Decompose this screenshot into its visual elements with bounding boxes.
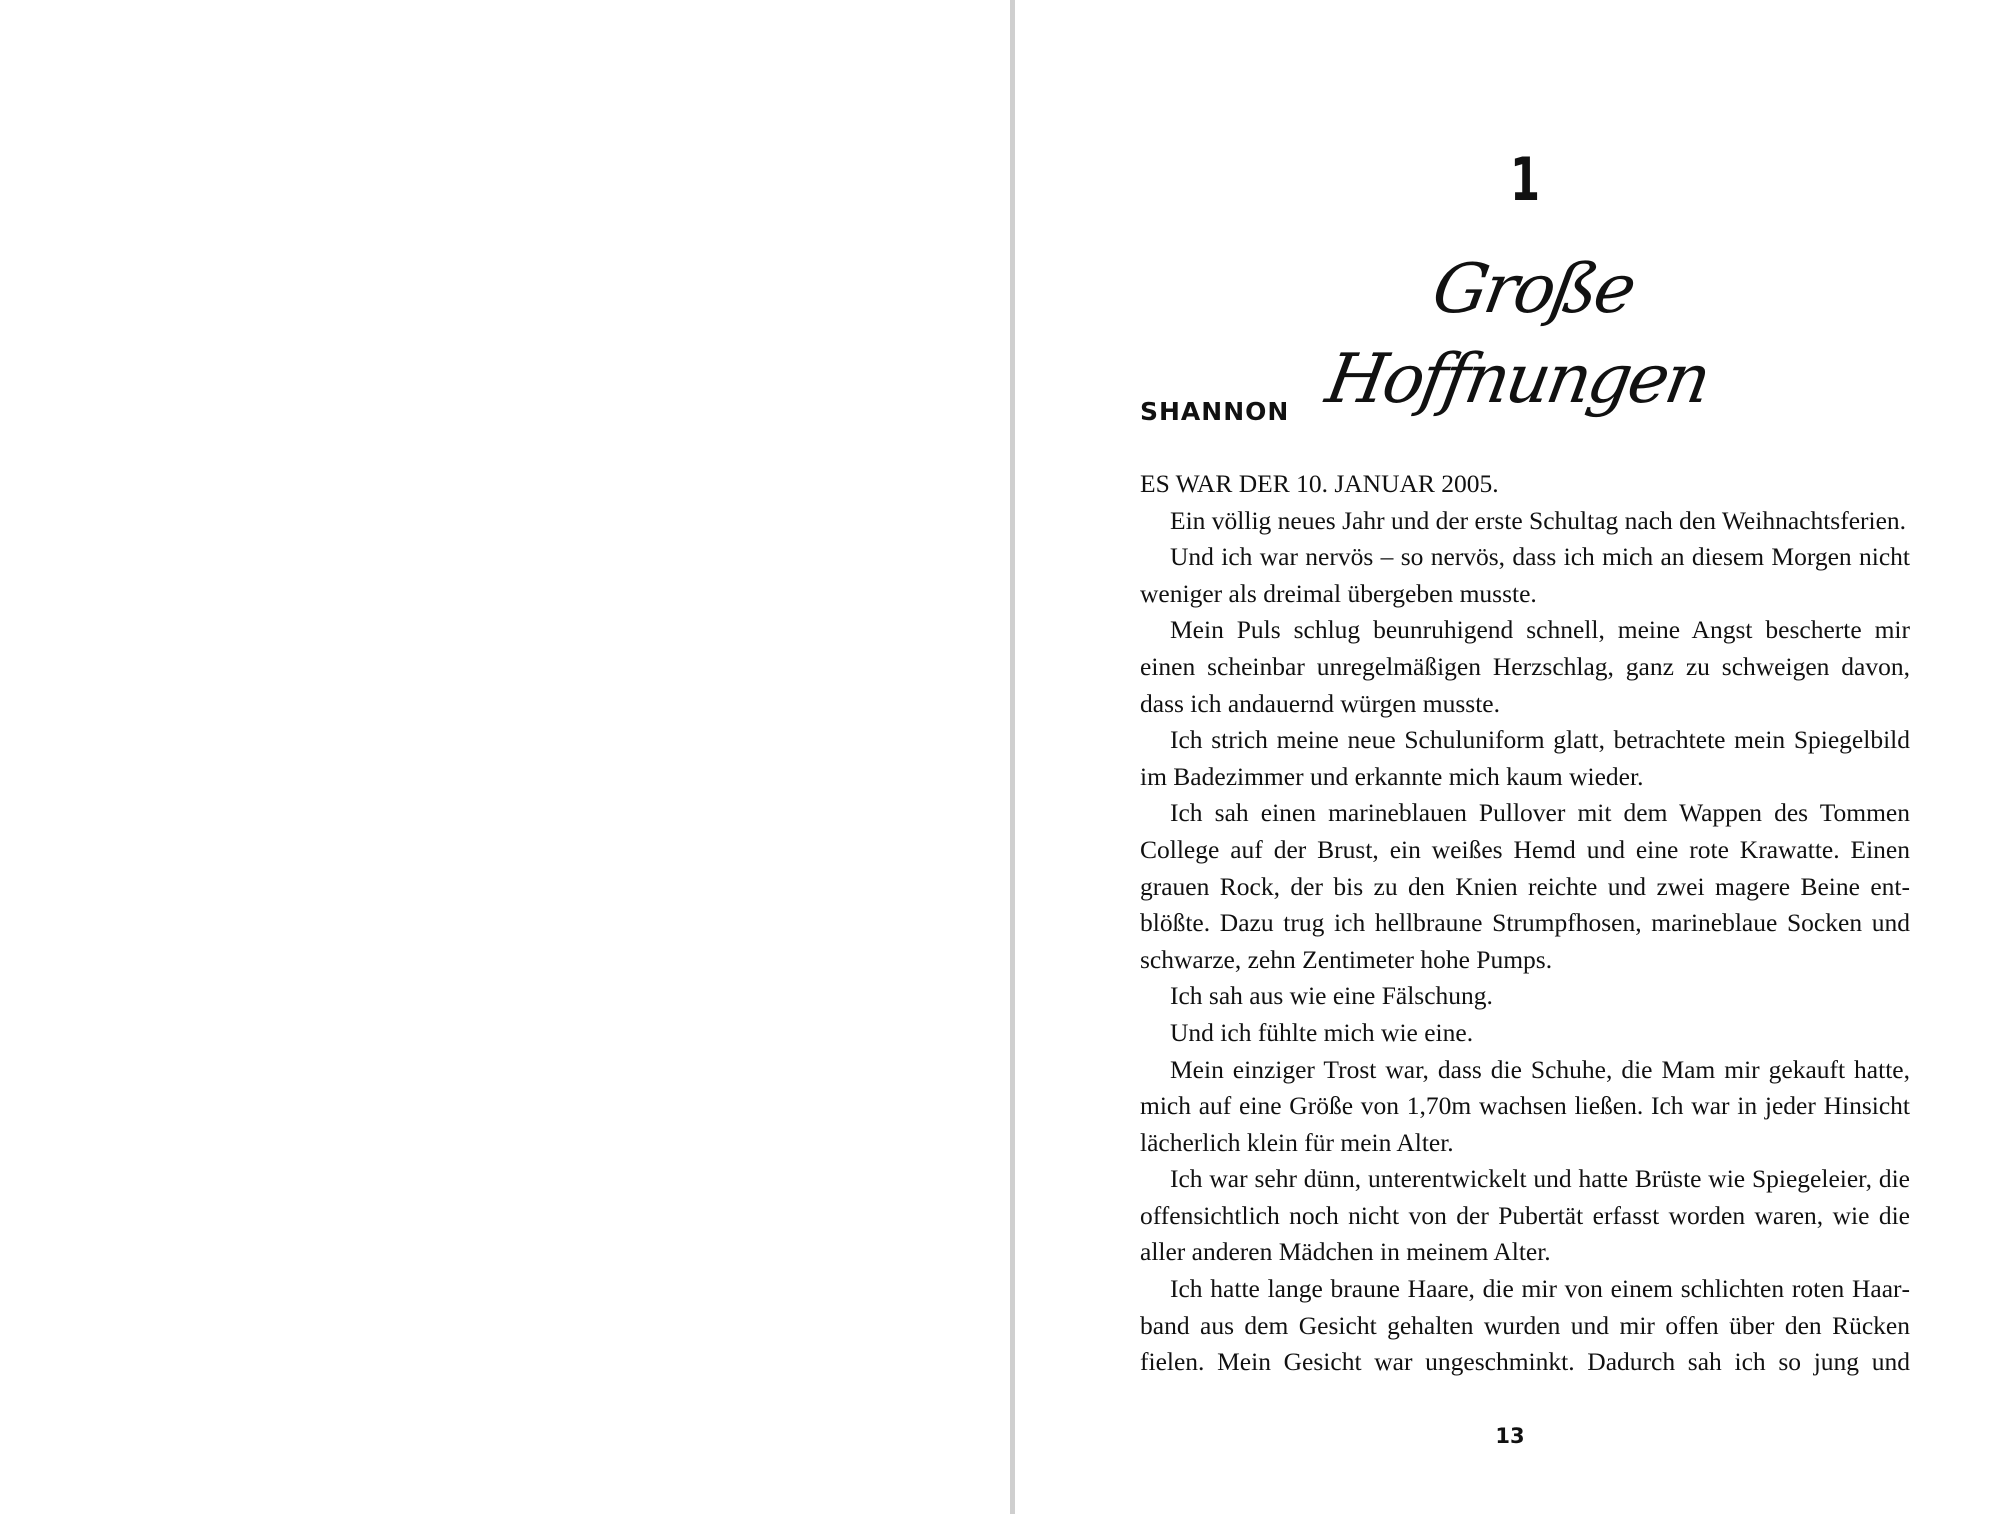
paragraph: ES WAR DER 10. JANUAR 2005.	[1140, 469, 1499, 498]
chapter-number: 1	[1509, 145, 1541, 215]
paragraph: Ich war sehr dünn, unterentwickelt und hatte Brüste wie Spiegeleier, die offensichtlich noch nicht von der Pubertät erfasst worden waren, wie die aller anderen Mädchen in meinem Alter.	[1140, 1164, 1910, 1267]
paragraph: Ich sah aus wie eine Fälschung.	[1170, 981, 1493, 1011]
paragraph: Ich strich meine neue Schuluniform glatt, betrachtete mein Spiegelbild im Badezimmer und erkannte mich kaum wieder.	[1140, 725, 1910, 791]
paragraph: Ich sah einen marineblauen Pullover mit dem Wappen des Tommen College auf der Brust, ein weißes Hemd und eine rote Krawatte. Einen grauen Rock, der bis zu den Knien reichte und zwei magere Beine entblößte. Dazu trug ich hellbraune Strumpfhosen, marineblaue Socken und schwarze, zehn Zentimeter hohe Pumps.	[1140, 798, 1910, 974]
pov-character-label: SHANNON	[1140, 397, 1290, 426]
paragraph: Ich hatte lange braune Haare, die mir von einem schlichten roten Haarband aus dem Gesicht gehalten wurden und mir offen über den Rücken fielen. Mein Gesicht war ungeschminkt. Dadurch sah ich so jung und	[1140, 1274, 1910, 1377]
paragraph: Ein völlig neues Jahr und der erste Schultag nach den Weihnachtsferien.	[1170, 505, 1907, 535]
paragraph: Und ich war nervös – so nervös, dass ich mich an diesem Morgen nicht weniger als dreimal übergeben musste.	[1140, 542, 1910, 608]
chapter-title: Große Hoffnungen	[1320, 250, 1714, 419]
chapter-body-text	[1140, 466, 1910, 1381]
paragraph: Mein Puls schlug beunruhigend schnell, meine Angst bescherte mir einen scheinbar unregelmäßigen Herzschlag, ganz zu schweigen davon, dass ich andauernd würgen musste.	[1140, 615, 1910, 718]
paragraph: Mein einziger Trost war, dass die Schuhe, die Mam mir gekauft hatte, mich auf eine Größe von 1,70m wachsen ließen. Ich war in jeder Hinsicht lächerlich klein für mein Alter.	[1140, 1054, 1910, 1157]
paragraph: Und ich fühlte mich wie eine.	[1170, 1017, 1474, 1047]
page-number: 13	[1495, 1424, 1525, 1448]
